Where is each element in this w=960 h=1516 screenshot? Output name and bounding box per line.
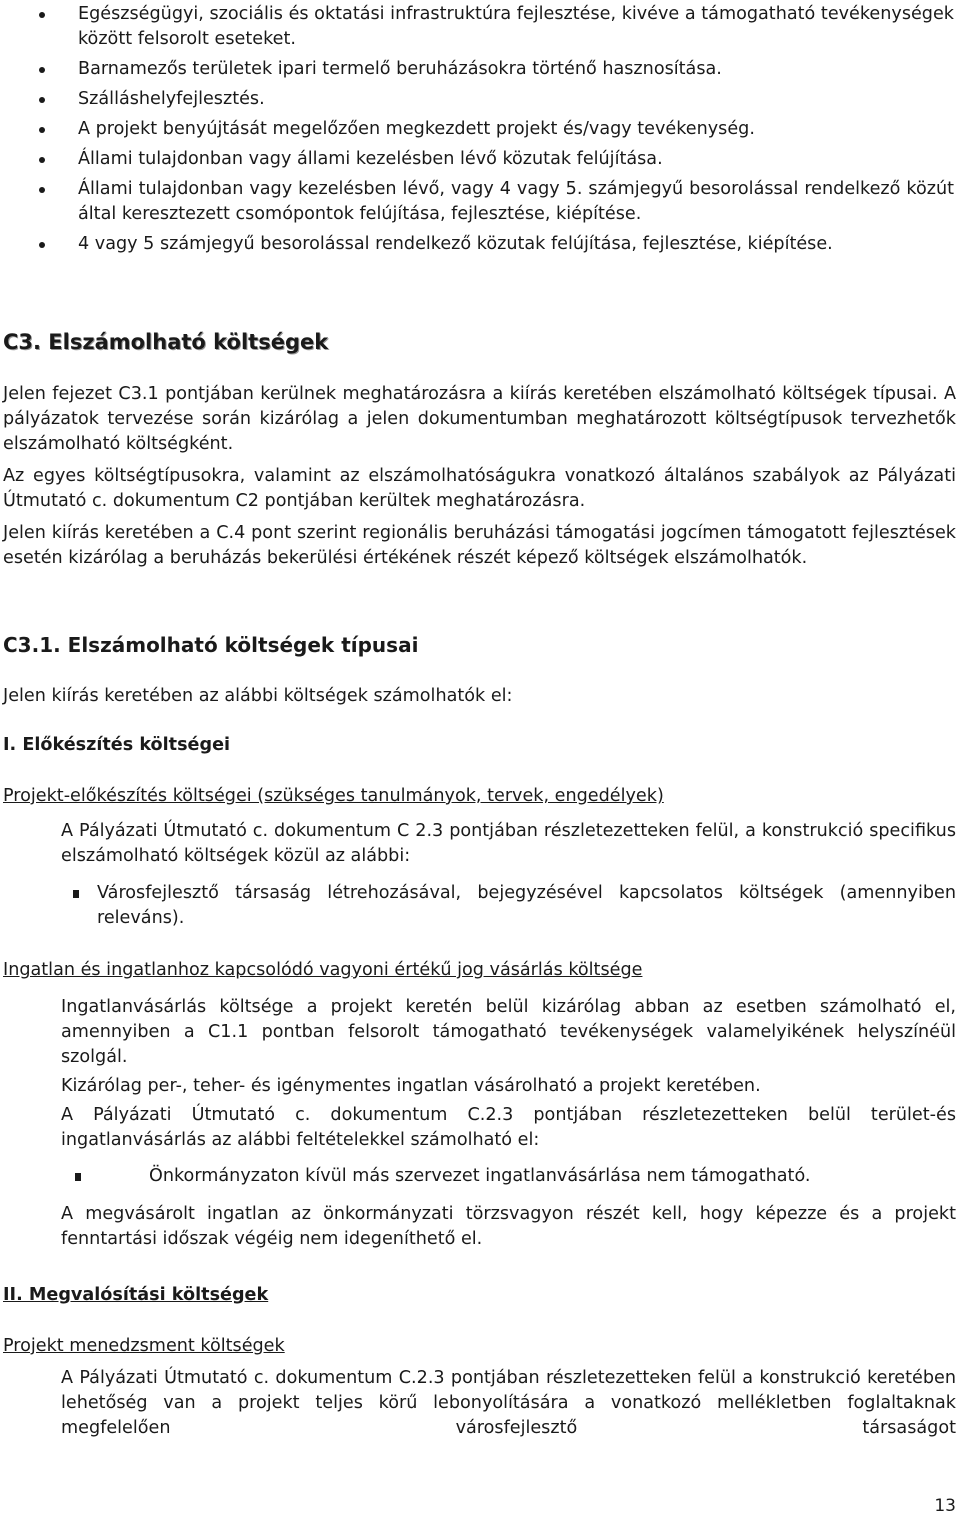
list-item: Barnamezős területek ipari termelő beruházásokra történő hasznosítása. [0, 57, 958, 82]
square-bullet-icon [73, 890, 79, 898]
cost-item-list [61, 881, 956, 931]
condition-list [61, 1164, 956, 1189]
list-item: Állami tulajdonban vagy kezelésben lévő, vagy 4 vagy 5. számjegyű besorolással rendelkező közút által keresztezett csomópontok felújítása, fejlesztése, kiépítése. [0, 177, 958, 227]
page-number: 13 [934, 1496, 956, 1516]
bullet-icon [39, 187, 45, 193]
paragraph: A Pályázati Útmutató c. dokumentum C.2.3 pontjában részletezetteken felül a konstrukció keretében lehetőség van a projekt teljes körű lebonyolítására a vonatkozó mellékletben foglaltaknak megfelelően városfejlesztő társaságot [61, 1368, 956, 1438]
bullet-icon [39, 127, 45, 133]
c3-body [3, 382, 956, 571]
subsection-title-project-preparation: Projekt-előkészítés költségei (szükséges tanulmányok, tervek, engedélyek) [3, 786, 664, 806]
section-heading-c31: C3.1. Elszámolható költségek típusai [3, 633, 419, 657]
bullet-icon [39, 242, 45, 248]
bullet-icon [39, 12, 45, 18]
list-item: 4 vagy 5 számjegyű besorolással rendelkező közutak felújítása, fejlesztése, kiépítése. [0, 232, 958, 257]
paragraph: Az egyes költségtípusokra, valamint az elszámolhatóságukra vonatkozó általános szabályok az Pályázati Útmutató c. dokumentum C2 pontjában kerültek meghatározásra. [3, 466, 956, 511]
list-item: Városfejlesztő társaság létrehozásával, bejegyzésével kapcsolatos költségek (amennyiben releváns). [61, 881, 956, 931]
property-purchase-body [61, 995, 956, 1252]
subsection-title-project-management: Projekt menedzsment költségek [3, 1336, 285, 1356]
paragraph: Jelen kiírás keretében a C.4 pont szerint regionális beruházási támogatási jogcímen támogatott fejlesztések esetén kizárólag a beruházás bekerülési értékének részét képező költségek elszámolhatók. [3, 523, 956, 568]
project-management-body [61, 1366, 956, 1441]
paragraph: A Pályázati Útmutató c. dokumentum C 2.3 pontjában részletezetteken felül, a konstrukció specifikus elszámolható költségek közül az alábbi: [61, 821, 956, 866]
c31-intro: Jelen kiírás keretében az alábbi költségek számolhatók el: [3, 686, 513, 706]
list-item: Egészségügyi, szociális és oktatási infrastruktúra fejlesztése, kivéve a támogatható tevékenységek között felsorolt eseteket. [0, 2, 958, 52]
paragraph: A megvásárolt ingatlan az önkormányzati törzsvagyon részét kell, hogy képezze és a projekt fenntartási időszak végéig nem idegeníthető el. [61, 1204, 956, 1249]
square-bullet-icon [75, 1173, 81, 1181]
list-item: Állami tulajdonban vagy állami kezelésben lévő közutak felújítása. [0, 147, 958, 172]
paragraph: Ingatlanvásárlás költsége a projekt keretén belül kizárólag abban az esetben számolható el, amennyiben a C1.1 pontban felsorolt támogatható tevékenységek valamelyikének helyszínéül szolgál. [61, 997, 956, 1067]
list-item: Önkormányzaton kívül más szervezet ingatlanvásárlása nem támogatható. [61, 1164, 956, 1189]
list-item: A projekt benyújtását megelőzően megkezdett projekt és/vagy tevékenység. [0, 117, 958, 142]
subsection-title-property-purchase: Ingatlan és ingatlanhoz kapcsolódó vagyoni értékű jog vásárlás költsége [3, 960, 643, 980]
project-preparation-body [61, 819, 956, 931]
bullet-icon [39, 157, 45, 163]
list-item: Szálláshelyfejlesztés. [0, 87, 958, 112]
section-title-preparation: I. Előkészítés költségei [3, 735, 231, 755]
excluded-activities-list [0, 2, 958, 262]
bullet-icon [39, 67, 45, 73]
section-heading-c3: C3. Elszámolható költségek [3, 330, 329, 354]
section-title-implementation: II. Megvalósítási költségek [3, 1285, 269, 1305]
paragraph: A Pályázati Útmutató c. dokumentum C.2.3 pontjában részletezetteken belül terület-és ingatlanvásárlás az alábbi feltételekkel számolható el: [61, 1105, 956, 1150]
paragraph: Kizárólag per-, teher- és igénymentes ingatlan vásárolható a projekt keretében. [61, 1076, 761, 1096]
bullet-icon [39, 97, 45, 103]
paragraph: Jelen fejezet C3.1 pontjában kerülnek meghatározásra a kiírás keretében elszámolható költségek típusai. A pályázatok tervezése során kizárólag a jelen dokumentumban meghatározott költségtípusok tervezhetők elszámolható költségként. [3, 384, 956, 454]
